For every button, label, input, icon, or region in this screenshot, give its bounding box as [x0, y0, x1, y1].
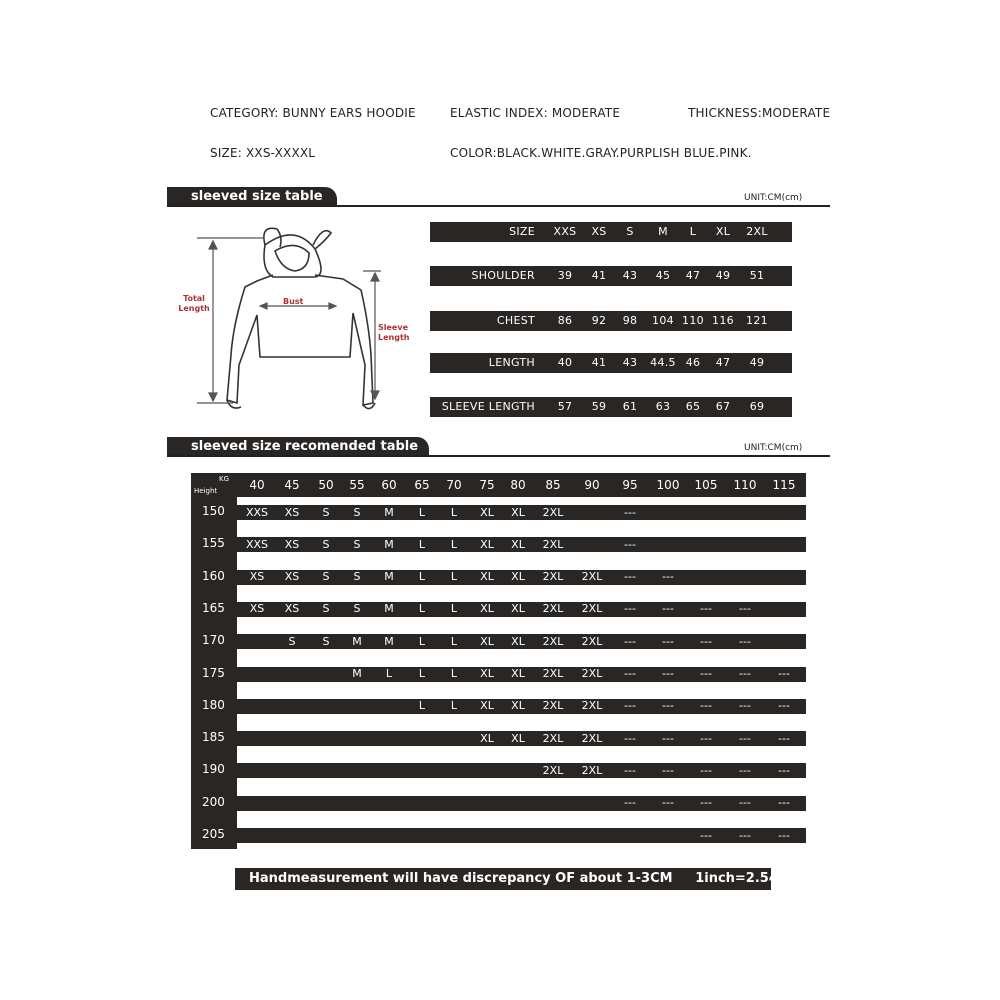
weight-header-cell: 85: [545, 478, 561, 492]
size-recommendation-cell: ---: [624, 537, 636, 551]
size-recommendation-cell: ---: [739, 634, 751, 648]
sleeve-length-label: Sleeve Length: [378, 323, 410, 342]
size-recommendation-cell: XL: [480, 602, 494, 616]
size-recommendation-cell: L: [418, 699, 426, 713]
size-recommendation-cell: ---: [700, 731, 712, 745]
size-recommendation-cell: S: [353, 570, 361, 584]
size-recommendation-cell: ---: [662, 731, 674, 745]
sleeved-size-table-header: sleeved size table: [167, 187, 337, 207]
size-recommendation-cell: ---: [778, 763, 790, 777]
size-recommendation-cell: ---: [739, 602, 751, 616]
weight-header-cell: 50: [318, 478, 334, 492]
size-recommendation-cell: 2XL: [581, 570, 603, 584]
measurement-cell: 57: [557, 400, 573, 413]
measurement-cell: 116: [712, 314, 734, 327]
size-recommendation-cell: ---: [739, 828, 751, 842]
size-recommendation-cell: ---: [662, 570, 674, 584]
measurement-cell: 86: [557, 314, 573, 327]
size-recommendation-cell: XL: [480, 570, 494, 584]
size-range-info: SIZE: XXS-XXXXL: [210, 146, 316, 160]
measurement-cell: 51: [749, 269, 765, 282]
height-column: [191, 473, 237, 849]
size-recommendation-cell: ---: [778, 796, 790, 810]
weight-header-cell: 110: [733, 478, 757, 492]
measurement-cell: L: [689, 225, 697, 238]
size-recommendation-cell: L: [418, 602, 426, 616]
size-recommendation-cell: ---: [624, 634, 636, 648]
size-recommendation-cell: L: [450, 505, 458, 519]
size-recommendation-cell: XS: [284, 505, 300, 519]
measurement-cell: 65: [685, 400, 701, 413]
size-recommendation-cell: XL: [480, 634, 494, 648]
size-recommendation-cell: M: [384, 602, 394, 616]
measurement-row-label: SHOULDER: [471, 269, 535, 282]
size-recommendation-cell: 2XL: [581, 699, 603, 713]
size-recommendation-cell: L: [418, 570, 426, 584]
size-recommendation-cell: M: [352, 667, 362, 680]
weight-header-cell: 45: [284, 478, 300, 492]
size-recommendation-cell: ---: [778, 731, 790, 745]
size-recommendation-cell: M: [384, 537, 394, 551]
size-recommendation-cell: S: [353, 537, 361, 551]
weight-header-cell: 65: [414, 478, 430, 492]
weight-header-cell: 100: [656, 478, 680, 492]
size-recommendation-cell: XL: [480, 731, 494, 745]
weight-header-cell: 60: [381, 478, 397, 492]
size-recommendation-cell: ---: [700, 667, 712, 680]
size-recommendation-cell: M: [384, 634, 394, 648]
measurement-cell: 43: [622, 356, 638, 369]
measurement-cell: XL: [715, 225, 731, 238]
measurement-row-label: SIZE: [509, 225, 535, 238]
height-cell: 165: [202, 600, 225, 615]
size-recommendation-cell: 2XL: [542, 667, 564, 680]
size-recommendation-cell: ---: [662, 667, 674, 680]
measurement-cell: 49: [749, 356, 765, 369]
size-recommendation-cell: S: [322, 634, 330, 648]
height-cell: 170: [202, 633, 225, 648]
measurement-note: Handmeasurement will have discrepancy OF about 1-3CM 1inch=2.54COM: [235, 868, 771, 890]
size-recommendation-cell: S: [322, 570, 330, 584]
section2-divider: [167, 455, 830, 457]
size-recommendation-cell: XL: [511, 537, 525, 551]
size-recommendation-cell: 2XL: [581, 634, 603, 648]
measurement-cell: M: [658, 225, 668, 238]
hoodie-diagram: [165, 215, 410, 420]
size-recommendation-cell: XL: [511, 731, 525, 745]
section1-divider: [167, 205, 830, 207]
size-recommendation-cell: XS: [249, 570, 265, 584]
measurement-cell: 46: [685, 356, 701, 369]
size-recommendation-cell: ---: [662, 699, 674, 713]
size-recommendation-cell: ---: [739, 731, 751, 745]
size-recommendation-cell: L: [450, 699, 458, 713]
weight-header-cell: 90: [584, 478, 600, 492]
measurement-cell: 2XL: [746, 225, 768, 238]
size-recommendation-cell: ---: [662, 634, 674, 648]
size-recommendation-cell: 2XL: [542, 570, 564, 584]
measurement-cell: 39: [557, 269, 573, 282]
weight-header-cell: 80: [510, 478, 526, 492]
measurement-cell: 69: [749, 400, 765, 413]
size-recommendation-cell: 2XL: [581, 667, 603, 680]
measurement-cell: 41: [591, 269, 607, 282]
measurement-row-label: LENGTH: [488, 356, 535, 369]
size-recommendation-cell: S: [353, 505, 361, 519]
weight-header-cell: 70: [446, 478, 462, 492]
weight-header-cell: 115: [772, 478, 796, 492]
measurement-cell: 98: [622, 314, 638, 327]
size-recommendation-cell: 2XL: [542, 602, 564, 616]
measurement-cell: 121: [746, 314, 768, 327]
size-recommendation-cell: M: [384, 505, 394, 519]
measurement-cell: 59: [591, 400, 607, 413]
measurement-cell: 45: [655, 269, 671, 282]
measurement-cell: 104: [652, 314, 674, 327]
size-recommendation-cell: XL: [480, 667, 494, 680]
size-recommendation-cell: S: [322, 602, 330, 616]
measurement-cell: 61: [622, 400, 638, 413]
size-recommendation-cell: ---: [778, 667, 790, 680]
section2-unit: UNIT:CM(cm): [744, 443, 803, 453]
size-recommendation-cell: XL: [480, 505, 494, 519]
weight-header-cell: 55: [349, 478, 365, 492]
size-recommendation-cell: ---: [624, 796, 636, 810]
size-recommendation-cell: 2XL: [542, 731, 564, 745]
measurement-cell: S: [626, 225, 634, 238]
size-recommendation-cell: ---: [624, 731, 636, 745]
size-recommendation-cell: XS: [249, 602, 265, 616]
size-recommendation-cell: M: [352, 634, 362, 648]
size-recommendation-cell: XS: [284, 537, 300, 551]
size-recommendation-cell: XL: [511, 602, 525, 616]
size-recommendation-cell: ---: [700, 699, 712, 713]
size-recommendation-cell: L: [450, 537, 458, 551]
measurement-cell: 49: [715, 269, 731, 282]
size-recommendation-cell: 2XL: [542, 634, 564, 648]
thickness-info: THICKNESS:MODERATE: [688, 106, 831, 120]
size-recommendation-cell: XXS: [245, 537, 269, 551]
size-recommendation-cell: 2XL: [542, 505, 564, 519]
size-recommendation-cell: ---: [624, 699, 636, 713]
height-cell: 200: [202, 794, 225, 809]
measurement-row: [430, 353, 792, 373]
size-recommendation-cell: ---: [700, 602, 712, 616]
size-recommendation-cell: L: [450, 602, 458, 616]
measurement-cell: 40: [557, 356, 573, 369]
weight-header-cell: 40: [249, 478, 265, 492]
height-cell: 180: [202, 697, 225, 712]
size-recommendation-cell: ---: [662, 763, 674, 777]
size-recommendation-cell: L: [450, 667, 458, 680]
height-cell: 155: [202, 536, 225, 551]
size-recommendation-cell: ---: [624, 602, 636, 616]
measurement-cell: XS: [591, 225, 607, 238]
measurement-cell: 92: [591, 314, 607, 327]
height-cell: 175: [202, 665, 225, 680]
color-info: COLOR:BLACK.WHITE.GRAY.PURPLISH BLUE.PINK.: [450, 146, 752, 160]
size-recommendation-cell: S: [322, 537, 330, 551]
measurement-cell: 110: [682, 314, 704, 327]
height-cell: 160: [202, 568, 225, 583]
size-recommendation-cell: XS: [284, 602, 300, 616]
size-recommendation-cell: L: [450, 634, 458, 648]
size-recommendation-cell: ---: [778, 699, 790, 713]
measurement-cell: 63: [655, 400, 671, 413]
size-recommendation-cell: ---: [739, 763, 751, 777]
size-recommendation-cell: S: [322, 505, 330, 519]
size-recommendation-cell: XL: [511, 570, 525, 584]
size-recommendation-cell: ---: [700, 796, 712, 810]
size-recommendation-cell: 2XL: [581, 602, 603, 616]
weight-header-cell: 95: [622, 478, 638, 492]
size-recommendation-cell: 2XL: [581, 763, 603, 777]
weight-header-cell: 75: [479, 478, 495, 492]
measurement-row: [430, 311, 792, 331]
size-recommendation-cell: XS: [284, 570, 300, 584]
measurement-cell: 47: [685, 269, 701, 282]
size-recommendation-cell: ---: [700, 763, 712, 777]
size-recommendation-cell: L: [418, 505, 426, 519]
total-length-label: Total Length: [178, 294, 210, 313]
elastic-index-info: ELASTIC INDEX: MODERATE: [450, 106, 621, 120]
size-recommendation-cell: ---: [624, 570, 636, 584]
height-cell: 205: [202, 827, 225, 841]
measurement-cell: 43: [622, 269, 638, 282]
size-recommendation-cell: XL: [511, 699, 525, 713]
size-recommendation-cell: XL: [511, 634, 525, 648]
height-cell: 190: [202, 762, 225, 777]
size-recommendation-cell: L: [418, 634, 426, 648]
size-recommendation-cell: ---: [624, 667, 636, 680]
size-recommendation-cell: ---: [624, 505, 636, 519]
size-recommendation-cell: 2XL: [542, 537, 564, 551]
size-recommendation-cell: L: [385, 667, 393, 680]
size-recommendation-cell: XL: [480, 699, 494, 713]
height-cell: 150: [202, 504, 225, 518]
height-cell: 185: [202, 730, 225, 745]
size-recommendation-cell: ---: [778, 828, 790, 842]
measurement-cell: 67: [715, 400, 731, 413]
size-recommendation-cell: M: [384, 570, 394, 584]
size-recommendation-cell: ---: [739, 796, 751, 810]
height-label: Height: [194, 487, 218, 495]
size-recommendation-cell: 2XL: [542, 763, 564, 777]
measurement-row: [430, 397, 792, 417]
size-recommendation-cell: 2XL: [542, 699, 564, 713]
measurement-cell: 41: [591, 356, 607, 369]
size-recommendation-cell: ---: [700, 634, 712, 648]
measurement-row-label: CHEST: [496, 314, 535, 327]
size-recommendation-cell: XL: [511, 667, 525, 680]
size-recommendation-cell: ---: [662, 602, 674, 616]
size-recommendation-cell: 2XL: [581, 731, 603, 745]
size-recommendation-cell: L: [418, 667, 426, 680]
size-recommendation-cell: ---: [739, 667, 751, 680]
recommended-size-table-header: sleeved size recomended table: [167, 437, 429, 457]
size-recommendation-cell: S: [353, 602, 361, 616]
category-info: CATEGORY: BUNNY EARS HOODIE: [210, 106, 416, 120]
size-recommendation-cell: S: [288, 634, 296, 648]
bust-label: Bust: [283, 297, 304, 306]
measurement-cell: XXS: [553, 225, 577, 238]
measurement-row-label: SLEEVE LENGTH: [441, 400, 535, 413]
size-recommendation-cell: ---: [662, 796, 674, 810]
measurement-row: [430, 266, 792, 286]
size-recommendation-cell: ---: [739, 699, 751, 713]
size-recommendation-cell: L: [418, 537, 426, 551]
section1-unit: UNIT:CM(cm): [744, 193, 803, 203]
kg-label: KG: [219, 475, 230, 483]
size-recommendation-cell: ---: [624, 763, 636, 777]
size-recommendation-cell: XL: [480, 537, 494, 551]
measurement-cell: 44.5: [650, 356, 676, 369]
size-recommendation-cell: XL: [511, 505, 525, 519]
size-recommendation-cell: ---: [700, 828, 712, 842]
measurement-row: [430, 222, 792, 242]
size-recommendation-cell: XXS: [245, 505, 269, 519]
measurement-cell: 47: [715, 356, 731, 369]
size-recommendation-cell: L: [450, 570, 458, 584]
weight-header-cell: 105: [694, 478, 718, 492]
